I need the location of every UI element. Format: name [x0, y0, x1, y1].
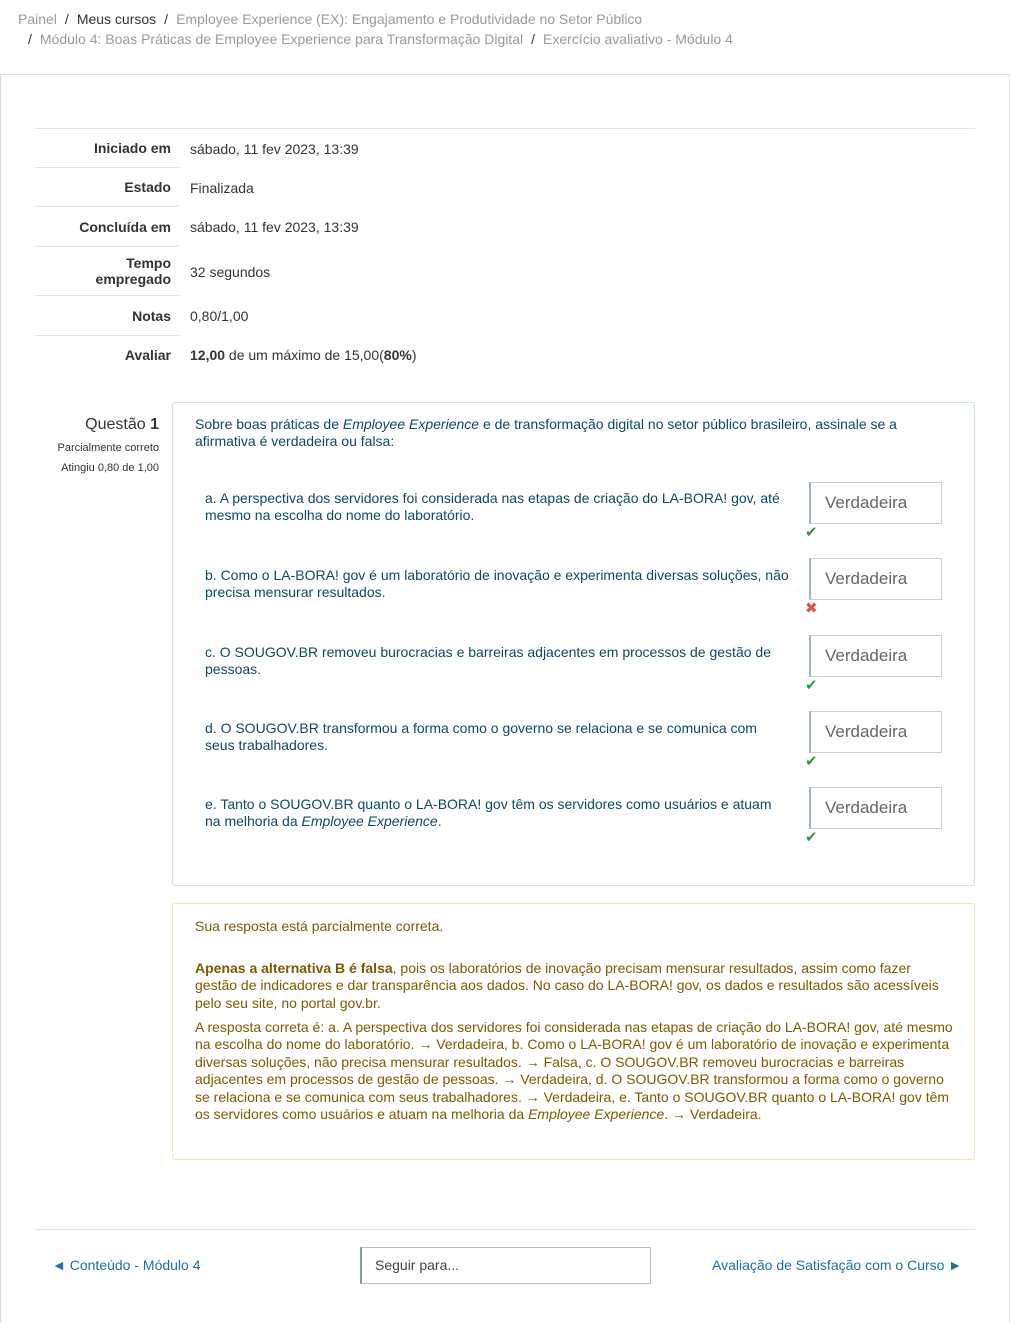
answer-text: [205, 796, 790, 830]
summary-row-completed: [35, 207, 975, 247]
feedback-right-answer: [195, 1019, 957, 1123]
answer-select[interactable]: Verdadeira: [809, 635, 942, 677]
feedback-summary: Sua resposta está parcialmente correta.: [195, 918, 444, 934]
right-answer-text: A resposta correta é: a. A perspectiva dos servidores foi considerada nas etapas de criação do LA-BORA! gov, até mesmo na escolha do nome do laboratório. → Verdadeira, b. Como o LA-BORA! gov é um laboratório de inovação e experimenta diversas soluções, não precisa mensurar resultados. → Falsa, c. O SOUGOV.BR removeu burocracias e barreiras adjacentes em processos de gestão de pessoas. → Verdadeira, d. O SOUGOV.BR transformou a forma como o governo se relaciona e se comunica com seus trabalhadores. → Verdadeira, e. Tanto o SOUGOV.BR quanto o LA-BORA! gov têm os servidores como usuários e atuam na melhoria da: [195, 1019, 953, 1123]
question-number-value: 1: [150, 416, 159, 433]
answer-text-part: .: [437, 813, 442, 829]
prev-activity-link[interactable]: ◄ Conteúdo - Módulo 4: [52, 1257, 201, 1273]
question-text-emphasis: Employee Experience: [342, 416, 480, 432]
check-icon: ✔: [805, 829, 818, 846]
question-content: [172, 402, 975, 886]
answer-text: c. O SOUGOV.BR removeu burocracias e barreiras adjacentes em processos de gestão de pessoas.: [205, 644, 771, 677]
breadcrumb-meus-cursos[interactable]: Meus cursos: [76, 11, 157, 27]
summary-label: Iniciado em: [35, 129, 180, 168]
summary-value: [180, 347, 975, 363]
breadcrumb-separator: /: [64, 11, 69, 27]
question-number: [35, 416, 159, 434]
cross-icon: ✖: [805, 600, 818, 617]
summary-label: Tempo empregado: [35, 247, 180, 296]
breadcrumb-module[interactable]: Módulo 4: Boas Práticas de Employee Experience para Transformação Digital: [39, 31, 524, 47]
check-icon: ✔: [805, 677, 818, 694]
summary-row-time: [35, 247, 975, 296]
summary-label: Concluída em: [35, 207, 180, 247]
answer-text-emphasis: Employee Experience: [301, 813, 438, 829]
answer-text-part: e. Tanto o SOUGOV.BR quanto o LA-BORA! gov têm os servidores como usuários e atuam na melhoria da: [205, 796, 772, 829]
answer-select[interactable]: Verdadeira: [809, 482, 942, 524]
answer-select[interactable]: Verdadeira: [809, 558, 942, 600]
answer-select[interactable]: Verdadeira: [809, 787, 942, 829]
summary-value: sábado, 11 fev 2023, 13:39: [190, 140, 359, 157]
feedback-box: [172, 903, 975, 1160]
breadcrumb-separator: /: [164, 11, 169, 27]
summary-value: sábado, 11 fev 2023, 13:39: [190, 219, 359, 235]
feedback-general-bold: Apenas a alternativa B é falsa: [195, 960, 393, 976]
answer-text: d. O SOUGOV.BR transformou a forma como o governo se relaciona e se comunica com seus trabalhadores.: [205, 720, 757, 753]
question-state: Parcialmente correto: [57, 442, 159, 454]
feedback-general: [195, 960, 955, 1012]
breadcrumb-painel[interactable]: Painel: [18, 11, 57, 27]
breadcrumb-exercise[interactable]: Exercício avaliativo - Módulo 4: [543, 31, 733, 47]
right-answer-text: . → Verdadeira.: [664, 1106, 762, 1123]
score-percent: 80%: [383, 347, 412, 363]
summary-value: 0,80/1,00: [190, 308, 249, 324]
answer-text: a. A perspectiva dos servidores foi considerada nas etapas de criação do LA-BORA! gov, até mesmo na escolha do nome do laboratório.: [205, 490, 780, 523]
breadcrumb: [18, 9, 998, 49]
question-label: Questão: [85, 416, 146, 433]
check-icon: ✔: [805, 753, 818, 770]
answer-select[interactable]: Verdadeira: [809, 711, 942, 753]
summary-label: Notas: [35, 296, 180, 336]
breadcrumb-separator: /: [531, 31, 536, 47]
breadcrumb-course[interactable]: Employee Experience (EX): Engajamento e Produtividade no Setor Público: [176, 11, 643, 27]
question-info: [35, 416, 159, 474]
feedback-general-text: , pois os laboratórios de inovação precisam mensurar resultados, assim como fazer gestão de indicadores e dar transparência aos dados. No caso do LA-BORA! gov, os dados e resultados são acessíveis pelo seu site, no portal gov.br.: [195, 960, 939, 1011]
right-answer-emphasis: Employee Experience: [528, 1106, 665, 1123]
question-text-part: Sobre boas práticas de: [195, 416, 343, 432]
summary-row-assessment: [35, 336, 975, 374]
answer-text: b. Como o LA-BORA! gov é um laboratório de inovação e experimenta diversas soluções, não precisa mensurar resultados.: [205, 567, 789, 600]
score-close: ): [411, 347, 417, 363]
summary-label: Estado: [35, 168, 180, 207]
summary-row-grade: [35, 296, 975, 336]
navigation-divider: [35, 1229, 975, 1230]
score-max: de um máximo de 15,00(: [225, 347, 384, 363]
jump-to-select[interactable]: Seguir para...: [360, 1247, 651, 1284]
summary-value: 32 segundos: [190, 263, 271, 280]
question-grade: Atingiu 0,80 de 1,00: [61, 462, 159, 474]
summary-row-started: [35, 129, 975, 168]
summary-row-state: [35, 168, 975, 207]
summary-label: Avaliar: [124, 347, 171, 363]
question-text-part: e de transformação digital no setor público brasileiro, assinale se a afirmativa é verdadeira ou falsa:: [195, 416, 897, 449]
question-text: [195, 416, 955, 450]
breadcrumb-separator: /: [28, 31, 32, 47]
summary-value: Finalizada: [190, 179, 254, 196]
next-activity-link[interactable]: Avaliação de Satisfação com o Curso ►: [712, 1257, 963, 1273]
check-icon: ✔: [805, 524, 818, 541]
score-value: 12,00: [190, 347, 226, 363]
attempt-summary-table: [35, 128, 975, 374]
